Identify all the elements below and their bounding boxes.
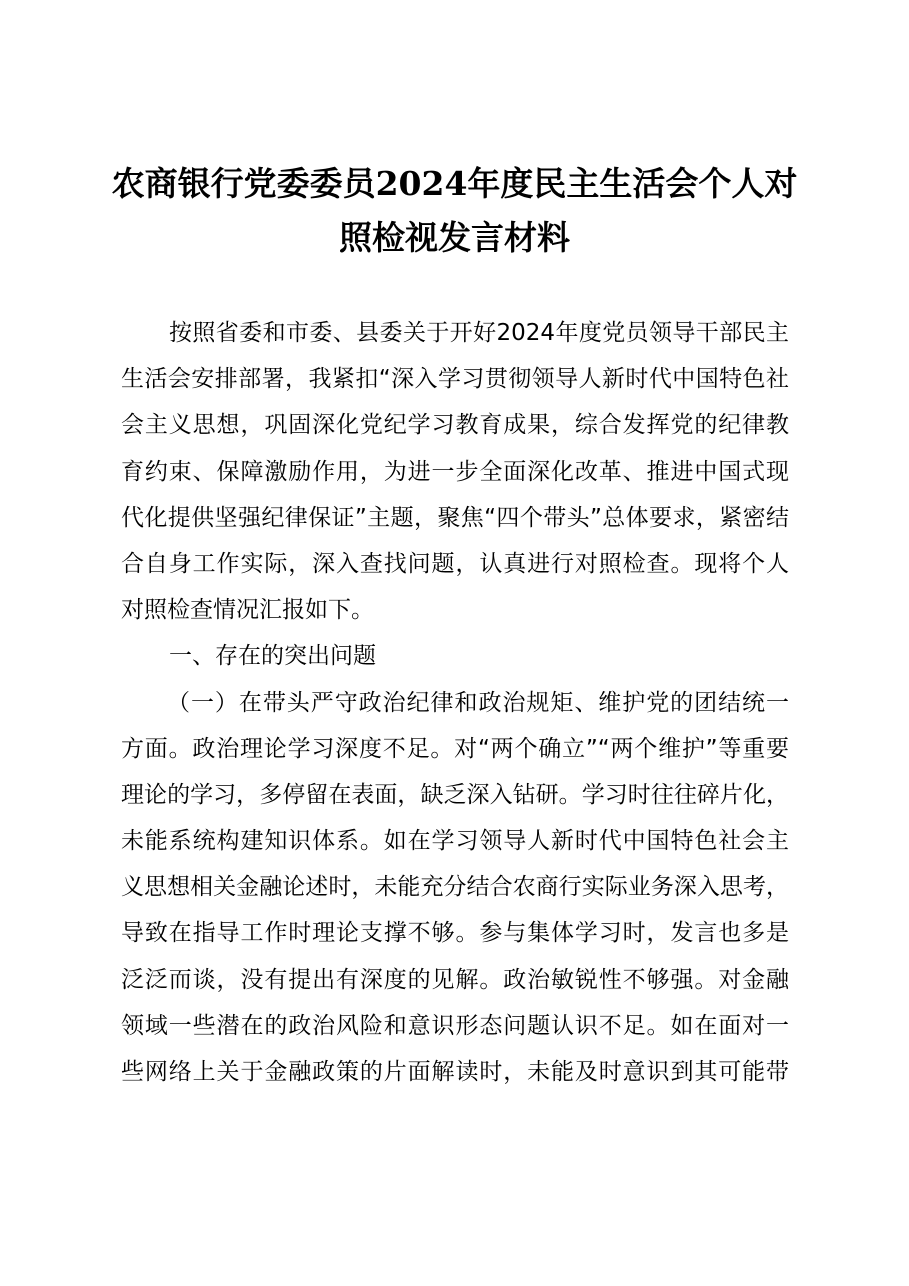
subsection-line: 些网络上关于金融政策的片面解读时，未能及时意识到其可能带 (121, 1059, 789, 1085)
document-title (100, 157, 809, 265)
intro-line: 对照检查情况汇报如下。 (121, 597, 374, 624)
title-line-2: 照检视发言材料 (339, 218, 570, 257)
intro-line: 按照省委和市委、县委关于开好2024年度党员领导干部民主 (169, 320, 789, 346)
subsection-line: 方面。政治理论学习深度不足。对“两个确立”“两个维护”等重要 (121, 735, 789, 762)
intro-line: 生活会安排部署，我紧扣“深入学习贯彻领导人新时代中国特色社 (121, 366, 789, 393)
subsection-line: 理论的学习，多停留在表面，缺乏深入钻研。学习时往往碎片化， (121, 781, 789, 808)
document-body (121, 310, 789, 1095)
subsection-line: 未能系统构建知识体系。如在学习领导人新时代中国特色社会主 (121, 828, 789, 855)
section-heading: 一、存在的突出问题 (169, 643, 376, 670)
subsection-line: （一）在带头严守政治纪律和政治规矩、维护党的团结统一 (167, 689, 789, 716)
intro-line: 会主义思想，巩固深化党纪学习教育成果，综合发挥党的纪律教 (121, 412, 789, 439)
title-line-1: 农商银行党委委员2024年度民主生活会个人对 (111, 164, 798, 203)
subsection-line: 义思想相关金融论述时，未能充分结合农商行实际业务深入思考， (121, 874, 789, 901)
subsection-line: 领域一些潜在的政治风险和意识形态问题认识不足。如在面对一 (121, 1012, 789, 1039)
subsection-line: 泛泛而谈，没有提出有深度的见解。政治敏锐性不够强。对金融 (121, 966, 789, 993)
subsection-line: 导致在指导工作时理论支撑不够。参与集体学习时，发言也多是 (121, 920, 789, 947)
intro-line: 代化提供坚强纪律保证”主题，聚焦“四个带头”总体要求，紧密结 (121, 504, 789, 531)
intro-line: 育约束、保障激励作用，为进一步全面深化改革、推进中国式现 (121, 458, 789, 485)
intro-line: 合自身工作实际，深入查找问题，认真进行对照检查。现将个人 (121, 550, 789, 577)
